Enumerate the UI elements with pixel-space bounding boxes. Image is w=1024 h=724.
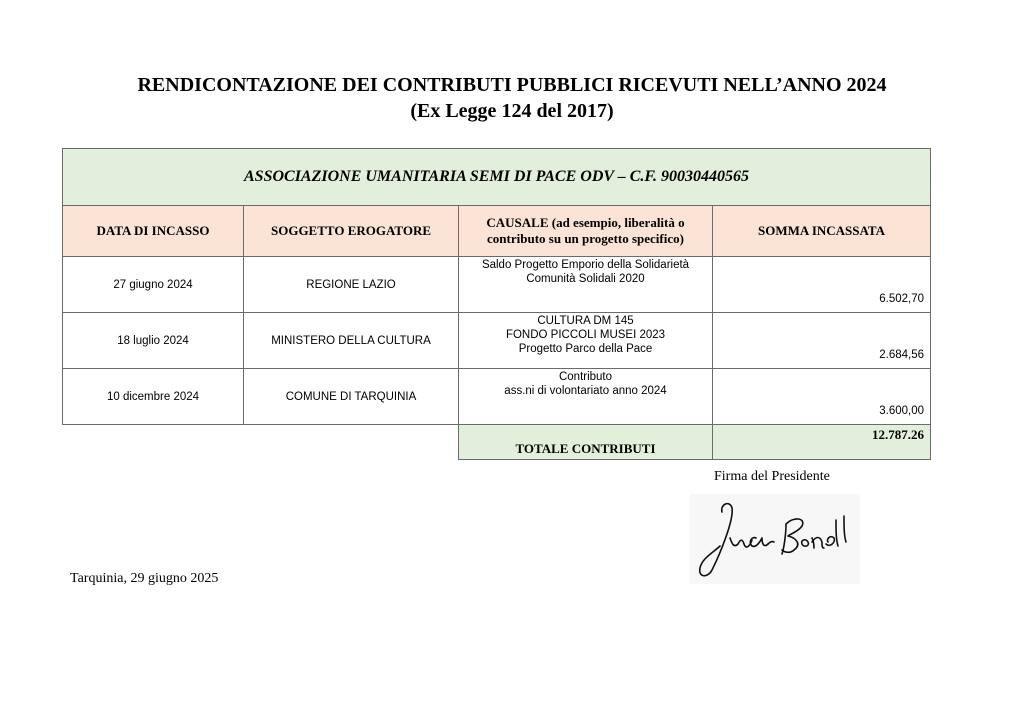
document-subtitle: (Ex Legge 124 del 2017)	[410, 100, 614, 122]
total-label: TOTALE CONTRIBUTI	[459, 425, 713, 460]
cell-soggetto: COMUNE DI TARQUINIA	[244, 369, 459, 425]
cell-soggetto: REGIONE LAZIO	[244, 257, 459, 313]
total-row	[63, 425, 931, 460]
document-title: RENDICONTAZIONE DEI CONTRIBUTI PUBBLICI RICEVUTI NELL’ANNO 2024	[137, 74, 887, 96]
causale-line: CULTURA DM 145	[537, 315, 634, 327]
header-causale-line1: CAUSALE (ad esempio, liberalità o	[486, 215, 685, 230]
table-row	[63, 257, 931, 313]
header-row	[63, 206, 931, 257]
causale-line: ass.ni di volontariato anno 2024	[504, 385, 667, 397]
header-causale	[459, 206, 713, 257]
cell-somma: 2.684,56	[713, 313, 931, 369]
causale-line: Progetto Parco della Pace	[518, 343, 653, 355]
cell-data: 27 giugno 2024	[63, 257, 244, 313]
header-soggetto-erogatore: SOGGETTO EROGATORE	[244, 206, 459, 257]
cell-somma: 6.502,70	[713, 257, 931, 313]
total-value: 12.787.26	[713, 425, 931, 460]
cell-data: 10 dicembre 2024	[63, 369, 244, 425]
cell-causale	[459, 257, 713, 313]
header-causale-line2: contributo su un progetto specifico)	[487, 231, 684, 246]
cell-causale	[459, 369, 713, 425]
place-and-date: Tarquinia, 29 giugno 2025	[70, 571, 219, 586]
cell-somma: 3.600,00	[713, 369, 931, 425]
handwritten-signature	[690, 494, 860, 584]
table-row	[63, 369, 931, 425]
causale-line: Comunità Solidali 2020	[526, 273, 645, 285]
cell-causale	[459, 313, 713, 369]
header-somma-incassata: SOMMA INCASSATA	[713, 206, 931, 257]
contributions-table	[62, 148, 931, 460]
cell-soggetto: MINISTERO DELLA CULTURA	[244, 313, 459, 369]
causale-line: FONDO PICCOLI MUSEI 2023	[505, 329, 666, 341]
table-row	[63, 313, 931, 369]
cell-data: 18 luglio 2024	[63, 313, 244, 369]
total-spacer	[63, 425, 459, 460]
signature-label: Firma del Presidente	[714, 469, 830, 484]
organization-name: ASSOCIAZIONE UMANITARIA SEMI DI PACE ODV – C.F. 90030440565	[63, 149, 931, 206]
header-data-incasso: DATA DI INCASSO	[63, 206, 244, 257]
causale-line: Saldo Progetto Emporio della Solidarietà	[481, 259, 690, 271]
causale-line: Contributo	[558, 371, 613, 383]
